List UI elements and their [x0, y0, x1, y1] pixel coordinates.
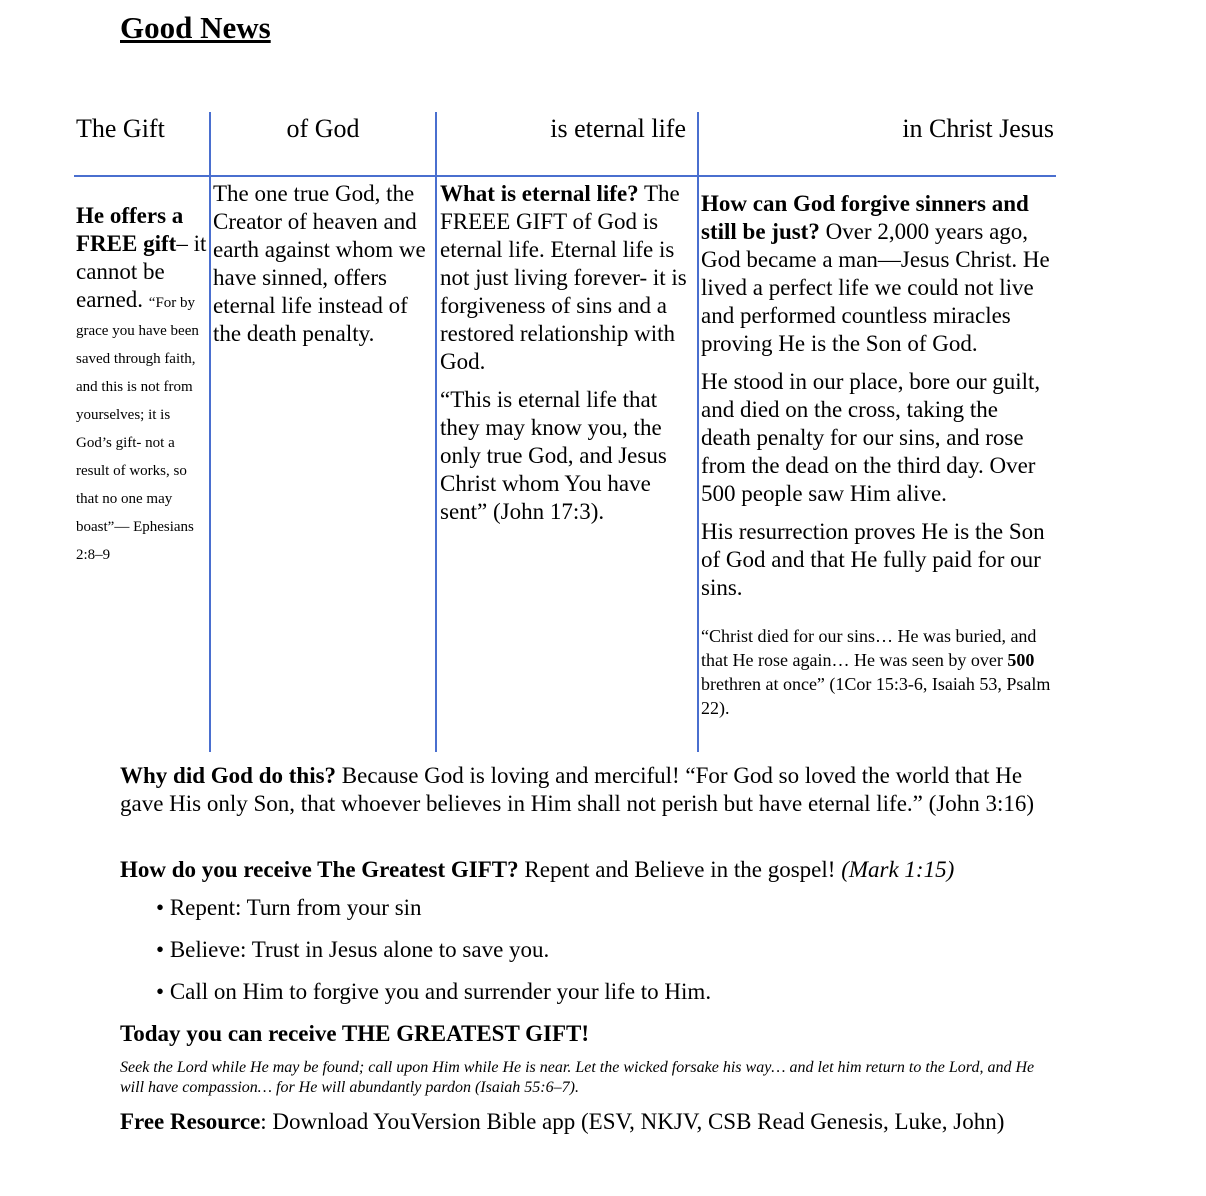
why-paragraph — [120, 762, 1060, 818]
forgive-heading: How can God forgive sinners and still be just? — [701, 191, 1029, 244]
bullet-call: • Call on Him to forgive you and surrender your life to Him. — [156, 978, 711, 1006]
ephesians-quote: “For by grace you have been saved through faith, and this is not from yourselves; it is God’s gift- not a result of works, so that no one may boast”— Ephesians 2:8–9 — [76, 295, 199, 563]
forgive-text: Over 2,000 years ago, God became a man—Jesus Christ. He lived a perfect life we could not live and performed countless miracles proving He is the Son of God. — [701, 219, 1050, 356]
cross-paragraph: He stood in our place, bore our guilt, and died on the cross, taking the death penalty for our sins, and rose from the dead on the third day. Over 500 people saw Him alive. — [701, 369, 1041, 506]
resource-text: : Download YouVersion Bible app (ESV, NKJV, CSB Read Genesis, Luke, John) — [260, 1109, 1005, 1134]
header-of-god: of God — [286, 114, 360, 143]
column-divider-2 — [435, 112, 437, 752]
column-divider-3 — [697, 112, 699, 752]
bullet-believe: • Believe: Trust in Jesus alone to save you. — [156, 936, 549, 964]
header-christ-jesus: in Christ Jesus — [902, 114, 1054, 143]
page-title: Good News — [120, 10, 271, 45]
eternal-life-text: The FREEE GIFT of God is eternal life. Eternal life is not just living forever- it is forgiveness of sins and a restored relationship with God. — [440, 181, 687, 374]
how-paragraph — [120, 856, 1060, 884]
column-divider-1 — [209, 112, 211, 752]
gift-text: – it cannot be earned. — [76, 231, 207, 312]
column-christ-jesus — [701, 190, 1053, 720]
resurrection-paragraph: His resurrection proves He is the Son of God and that He fully paid for our sins. — [701, 519, 1045, 600]
column-god — [213, 180, 435, 348]
how-text: Repent and Believe in the gospel! — [518, 857, 842, 882]
column-gift — [76, 202, 209, 566]
resource-paragraph — [120, 1108, 1060, 1136]
why-heading: Why did God do this? — [120, 763, 337, 788]
bullet-repent: • Repent: Turn from your sin — [156, 894, 422, 922]
why-text: Because God is loving and merciful! “For God so loved the world that He gave His only Son, that whoever believes in Him shall not perish but have eternal life.” (John 3:16) — [120, 763, 1035, 816]
how-heading: How do you receive The Greatest GIFT? — [120, 857, 519, 882]
header-the-gift: The Gift — [76, 114, 165, 143]
mark-reference: (Mark 1:15) — [841, 857, 955, 882]
eternal-life-heading: What is eternal life? — [440, 181, 639, 206]
isaiah-quote: Seek the Lord while He may be found; call upon Him while He is near. Let the wicked forsake his way… and let him return to the Lord, and He will have compassion… for He will abundantly pardon (Isaiah 55:6–7). — [120, 1059, 1035, 1096]
corinthians-quote: “Christ died for our sins… He was buried, and that He rose again… He was seen by over 500 brethren at once” (1Cor 15:3-6, Isaiah 53, Psalm 22). — [701, 626, 1051, 718]
gift-heading: He offers a FREE gift — [76, 203, 184, 256]
column-eternal-life — [440, 180, 695, 526]
header-eternal-life: is eternal life — [550, 114, 686, 143]
header-rule — [74, 175, 1056, 177]
today-heading: Today you can receive THE GREATEST GIFT! — [120, 1021, 590, 1046]
god-text: The one true God, the Creator of heaven and earth against whom we have sinned, offers eternal life instead of the death penalty. — [213, 181, 426, 346]
resource-heading: Free Resource — [120, 1109, 261, 1134]
john-quote: “This is eternal life that they may know you, the only true God, and Jesus Christ whom You have sent” (John 17:3). — [440, 387, 667, 524]
